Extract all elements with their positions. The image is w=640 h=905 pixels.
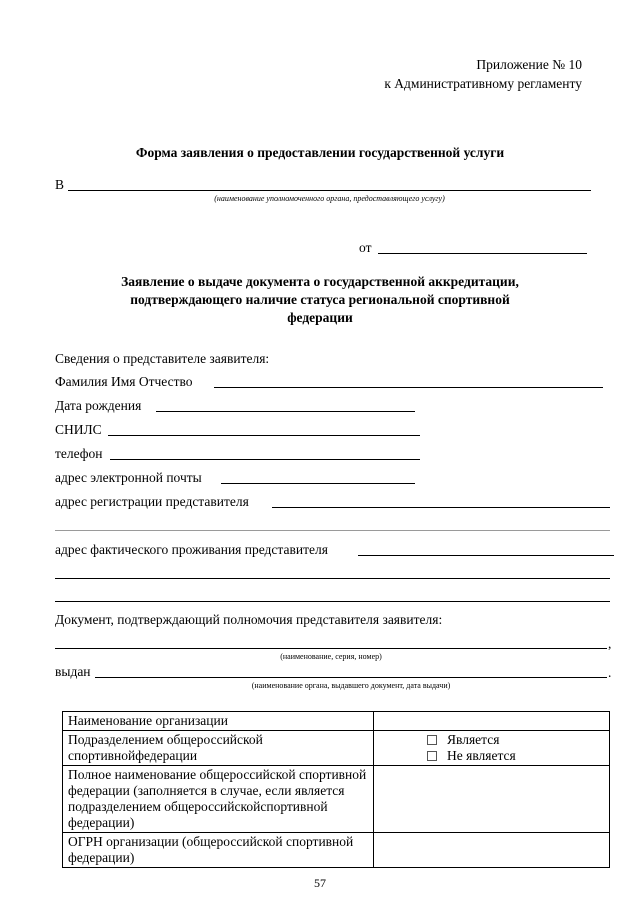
form-title: Форма заявления о предоставлении государственной услуги	[135, 145, 505, 160]
document-comma: ,	[608, 636, 612, 651]
phone-field[interactable]	[110, 459, 420, 460]
actual-address-field-continued-1[interactable]	[55, 578, 610, 579]
from-label: от	[359, 240, 372, 255]
reg-address-field-continued[interactable]	[55, 530, 610, 531]
statement-title-line-1: Заявление о выдаче документа о государственной аккредитации,	[121, 274, 519, 289]
actual-address-field[interactable]	[358, 555, 614, 556]
option-is-not-label: Не является	[447, 748, 516, 763]
email-label: адрес электронной почты	[55, 470, 202, 485]
fio-field[interactable]	[214, 387, 603, 388]
to-prefix: В	[55, 177, 65, 192]
email-field[interactable]	[221, 483, 415, 484]
issued-field[interactable]	[95, 677, 607, 678]
document-caption: (наименование, серия, номер)	[280, 652, 382, 661]
federation-name-value[interactable]	[374, 766, 610, 833]
fio-label: Фамилия Имя Отчество	[55, 374, 193, 389]
birth-date-label: Дата рождения	[55, 398, 142, 413]
table-row	[63, 766, 610, 833]
option-is-label: Является	[447, 732, 500, 747]
document-title: Документ, подтверждающий полномочия представителя заявителя:	[55, 612, 443, 627]
snils-field[interactable]	[108, 435, 420, 436]
checkbox-icon[interactable]	[427, 735, 437, 745]
rep-section-title: Сведения о представителе заявителя:	[55, 351, 270, 366]
table-row	[63, 731, 610, 766]
option-is[interactable]	[379, 732, 604, 748]
ogrn-value[interactable]	[374, 833, 610, 868]
reg-address-label: адрес регистрации представителя	[55, 494, 249, 509]
organization-table	[62, 711, 610, 868]
authority-caption: (наименование уполномоченного органа, предоставляющего услугу)	[214, 194, 445, 203]
issued-label: выдан	[55, 664, 91, 679]
federation-name-label: Полное наименование общероссийской спортивной федерации (заполняется в случае, если является подразделением общероссийскойспортивной федерации)	[63, 766, 374, 833]
document-field[interactable]	[55, 648, 607, 649]
appendix-line-2: к Административному регламенту	[384, 76, 582, 91]
reg-address-field[interactable]	[272, 507, 610, 508]
snils-label: СНИЛС	[55, 422, 102, 437]
subdivision-label: Подразделением общероссийской спортивнойфедерации	[63, 731, 374, 766]
org-name-value[interactable]	[374, 712, 610, 731]
phone-label: телефон	[55, 446, 103, 461]
actual-address-field-continued-2[interactable]	[55, 601, 610, 602]
page-number: 57	[314, 876, 326, 890]
option-is-not[interactable]	[379, 748, 604, 764]
issued-caption: (наименование органа, выдавшего документ, дата выдачи)	[251, 681, 451, 690]
authority-field[interactable]	[68, 190, 591, 191]
appendix-line-1: Приложение № 10	[476, 57, 582, 72]
statement-title-line-3: федерации	[287, 310, 353, 325]
table-row	[63, 833, 610, 868]
org-name-label: Наименование организации	[63, 712, 374, 731]
ogrn-label: ОГРН организации (общероссийской спортивной федерации)	[63, 833, 374, 868]
statement-title-line-2: подтверждающего наличие статуса региональной спортивной	[130, 292, 510, 307]
issued-period: .	[608, 665, 612, 680]
table-row	[63, 712, 610, 731]
from-field[interactable]	[378, 253, 587, 254]
checkbox-icon[interactable]	[427, 751, 437, 761]
subdivision-options	[374, 731, 610, 766]
birth-date-field[interactable]	[156, 411, 415, 412]
actual-address-label: адрес фактического проживания представителя	[55, 542, 328, 557]
